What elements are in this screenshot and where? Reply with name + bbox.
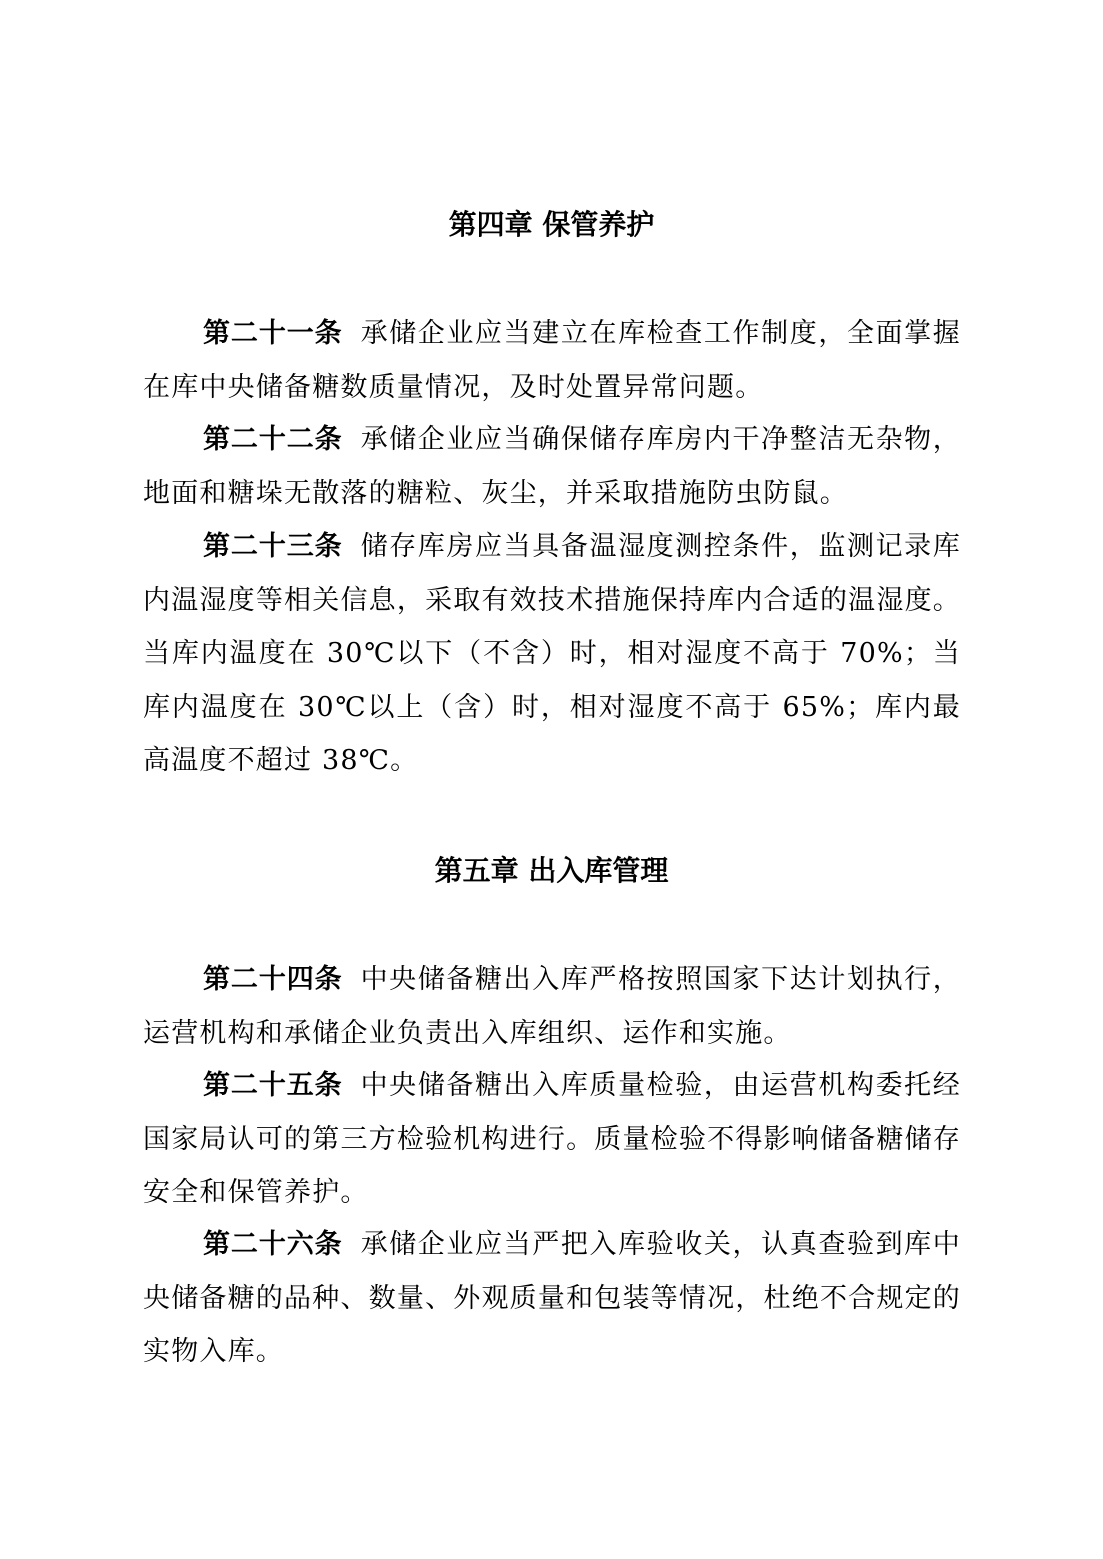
article-text: 中央储备糖出入库严格按照国家下达计划执行，运营机构和承储企业负责出入库组织、运作和实施。: [143, 964, 961, 1049]
article-number: 第二十六条: [203, 1229, 343, 1260]
article-23: [143, 520, 961, 788]
article-text: 中央储备糖出入库质量检验，由运营机构委托经国家局认可的第三方检验机构进行。质量检验不得影响储备糖储存安全和保管养护。: [143, 1070, 961, 1208]
article-number: 第二十五条: [203, 1070, 343, 1101]
chapter-title: 第四章 保管养护: [448, 208, 655, 241]
chapter-title: 第五章 出入库管理: [434, 854, 669, 887]
article-number: 第二十二条: [203, 424, 343, 455]
article-26: [143, 1218, 961, 1379]
article-24: [143, 953, 961, 1060]
article-text: 储存库房应当具备温湿度测控条件，监测记录库内温湿度等相关信息，采取有效技术措施保持库内合适的温湿度。当库内温度在 30℃以下（不含）时，相对湿度不高于 70%；当库内温度在 30℃以上（含）时，相对湿度不高于 65%；库内最高温度不超过 38℃。: [143, 531, 961, 776]
article-number: 第二十三条: [203, 531, 343, 562]
article-21: [143, 307, 961, 414]
article-text: 承储企业应当严把入库验收关，认真查验到库中央储备糖的品种、数量、外观质量和包装等情况，杜绝不合规定的实物入库。: [143, 1229, 961, 1367]
article-22: [143, 413, 961, 520]
article-number: 第二十四条: [203, 964, 343, 995]
article-25: [143, 1059, 961, 1220]
article-text: 承储企业应当建立在库检查工作制度，全面掌握在库中央储备糖数质量情况，及时处置异常问题。: [143, 318, 961, 403]
article-text: 承储企业应当确保储存库房内干净整洁无杂物，地面和糖垛无散落的糖粒、灰尘，并采取措施防虫防鼠。: [143, 424, 961, 509]
article-number: 第二十一条: [203, 318, 343, 349]
